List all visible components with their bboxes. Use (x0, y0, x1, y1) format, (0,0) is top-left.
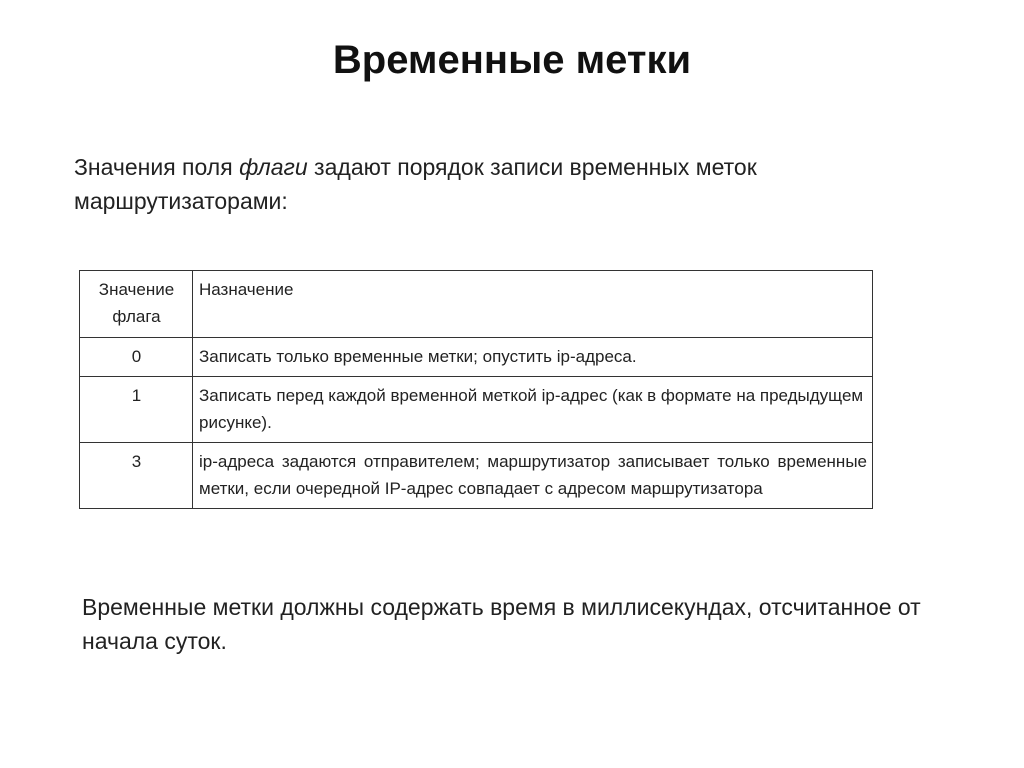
table-row (80, 377, 873, 443)
flag-value-cell: 3 (80, 443, 193, 509)
table-header-row (80, 271, 873, 338)
intro-text-start: Значения поля (74, 154, 240, 180)
table-row (80, 443, 873, 509)
outro-paragraph: Временные метки должны содержать время в миллисекундах, отсчитанное от начала суток. (82, 594, 921, 654)
header-flag-value: Значение флага (80, 271, 193, 338)
purpose-cell: Записать перед каждой временной меткой ip-адрес (как в формате на предыдущем рисунке). (193, 377, 873, 443)
intro-text-end: задают порядок записи временных меток маршрутизаторами: (74, 154, 757, 214)
flags-table (79, 270, 873, 509)
table-row (80, 338, 873, 377)
flag-value-cell: 0 (80, 338, 193, 377)
header-purpose: Назначение (193, 271, 873, 338)
page-title: Временные метки (332, 38, 692, 82)
flag-value-cell: 1 (80, 377, 193, 443)
intro-paragraph (74, 150, 934, 218)
intro-emphasis: флаги (239, 154, 308, 180)
purpose-cell: ip-адреса задаются отправителем; маршрутизатор записывает только временные метки, если очередной IP-адрес совпадает с адресом маршрутизатора (193, 443, 873, 509)
purpose-cell: Записать только временные метки; опустить ip-адреса. (193, 338, 873, 377)
